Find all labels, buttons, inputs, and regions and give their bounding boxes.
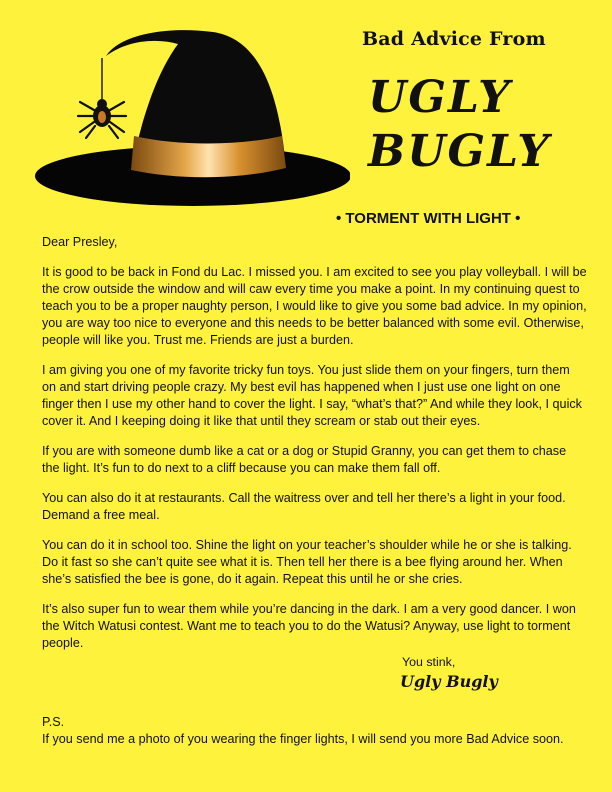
letter-paragraph: It’s also super fun to wear them while you’re dancing in the dark. I am a very good dancer. I won the Witch Watusi contest. Want me to teach you to do the Watusi? Anyway, use light to torment people. [42, 602, 576, 650]
letter-closing: You stink, [402, 655, 456, 669]
title-bad-advice-from: Bad Advice From [362, 28, 546, 50]
ps-text: If you send me a photo of you wearing the finger lights, I will send you more Bad Advice soon. [42, 732, 564, 746]
letter-paragraph: I am giving you one of my favorite tricky fun toys. You just slide them on your fingers, turn them on and start driving people crazy. My best evil has happened when I just use one light on one finger then I use my other hand to cover the light. I say, “what’s that?” And while they look, I quick cover it. And I keeping doing it like that until they scream or stab out their eyes. [42, 363, 582, 428]
title-ugly: UGLY [368, 72, 512, 123]
letter-greeting: Dear Presley, [42, 235, 118, 249]
letter-signature: Ugly Bugly [400, 672, 498, 691]
witch-hat-with-spider-illustration [28, 18, 350, 206]
letter-paragraph: It is good to be back in Fond du Lac. I missed you. I am excited to see you play volleyball. I will be the crow outside the window and will caw every time you make a point. In my continuing quest to teach you to be a proper naughty person, I would like to give you some bad advice. In my opinion, you are way too nice to everyone and this needs to be better balanced with some evil. Otherwise, people will like you. Trust me. Friends are just a burden. [42, 265, 587, 347]
letter-paragraph: You can also do it at restaurants. Call the waitress over and tell her there’s a light in your food. Demand a free meal. [42, 491, 566, 522]
letter-paragraph: If you are with someone dumb like a cat or a dog or Stupid Granny, you can get them to chase the light. It’s fun to do next to a cliff because you can make them fall off. [42, 444, 567, 475]
postscript [42, 714, 602, 748]
title-bugly: BUGLY [368, 126, 551, 177]
letter-body [42, 234, 587, 665]
spider-icon [78, 99, 126, 138]
ps-label: P.S. [42, 715, 65, 729]
subtitle-torment-with-light: • TORMENT WITH LIGHT • [336, 210, 521, 227]
letter-paragraph: You can do it in school too. Shine the light on your teacher’s shoulder while he or she is talking. Do it fast so she can’t quite see what it is. Then tell her there is a bee flying around her. When she’s satisfied the bee is gone, do it again. Repeat this until he or she cries. [42, 538, 572, 586]
